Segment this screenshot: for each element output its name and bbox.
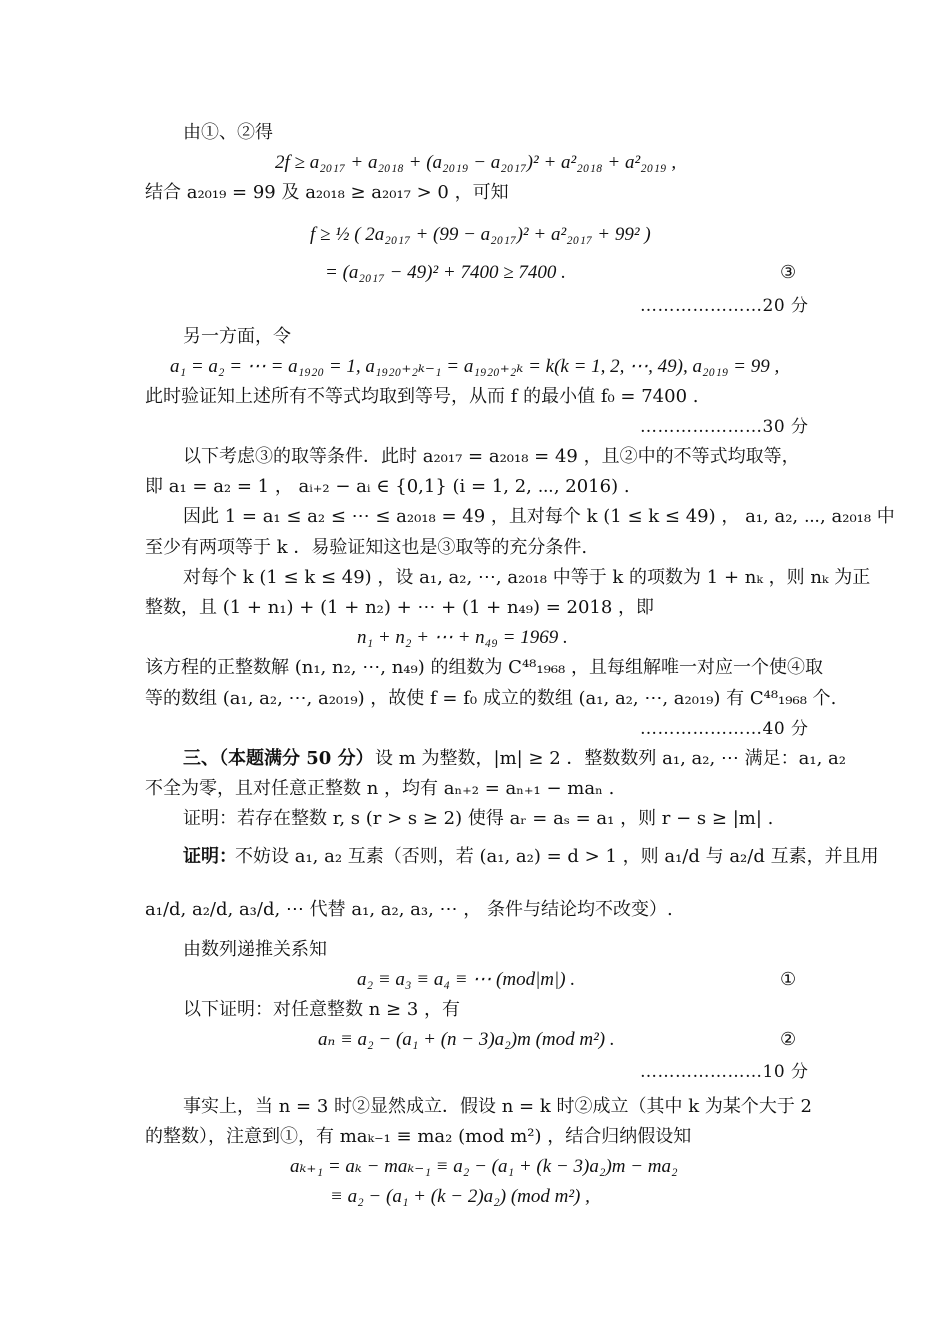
text-line	[0, 895, 950, 925]
line-text: a₂ ≡ a₃ ≡ a₄ ≡ ⋯ (mod|m|) .	[357, 969, 576, 990]
line-text: …………………10 分	[640, 1062, 809, 1082]
line-text: 2f ≥ a₂₀₁₇ + a₂₀₁₈ + (a₂₀₁₉ − a₂₀₁₇)² + a²₂₀₁₈ + a²₂₀₁₉ ,	[275, 152, 677, 173]
text-line	[0, 593, 950, 623]
line-text: …………………40 分	[640, 719, 809, 739]
line-text: …………………20 分	[640, 296, 809, 316]
line-text: 整数，且 (1 + n₁) + (1 + n₂) + ⋯ + (1 + n₄₉) = 2018 ，即	[145, 597, 655, 618]
line-text: 即 a₁ = a₂ = 1 ， aᵢ₊₂ − aᵢ ∈ {0,1} (i = 1, 2, ⋯, 2016) .	[145, 476, 630, 497]
line-text: 不全为零，且对任意正整数 n ，均有 aₙ₊₂ = aₙ₊₁ − maₙ .	[145, 778, 615, 799]
text-line	[0, 148, 950, 178]
text-line	[0, 220, 950, 250]
line-text: 此时验证知上述所有不等式均取到等号，从而 f 的最小值 f₀ = 7400 .	[145, 386, 699, 407]
line-text: ③	[780, 262, 797, 283]
line-text: aₖ₊₁ = aₖ − maₖ₋₁ ≡ a₂ − (a₁ + (k − 3)a₂)m − ma₂	[290, 1156, 678, 1177]
text-line	[0, 1025, 950, 1055]
line-text: 该方程的正整数解 (n₁, n₂, ⋯, n₄₉) 的组数为 C⁴⁸₁₉₆₈ ，且每组解唯一对应一个使④取	[145, 657, 823, 678]
text-line	[0, 502, 950, 532]
text-line	[0, 995, 950, 1025]
line-text: 三、（本题满分 50 分）	[183, 748, 374, 769]
line-text: f ≥ ½ ( 2a₂₀₁₇ + (99 − a₂₀₁₇)² + a²₂₀₁₇ + 99² )	[310, 224, 651, 245]
text-line	[0, 774, 950, 804]
text-line	[0, 714, 950, 744]
line-text: …………………30 分	[640, 417, 809, 437]
text-line	[0, 623, 950, 653]
line-text: 因此 1 = a₁ ≤ a₂ ≤ ⋯ ≤ a₂₀₁₈ = 49 ，且对每个 k (1 ≤ k ≤ 49) ， a₁, a₂, ⋯, a₂₀₁₈ 中	[183, 506, 895, 527]
line-text: aₙ ≡ a₂ − (a₁ + (n − 3)a₂)m (mod m²) .	[318, 1029, 615, 1050]
line-text: 的整数），注意到①，有 maₖ₋₁ ≡ ma₂ (mod m²) ，结合归纳假设知	[145, 1126, 692, 1147]
line-text: 事实上，当 n = 3 时②显然成立．假设 n = k 时②成立（其中 k 为某个大于 2	[183, 1096, 813, 1117]
text-line	[0, 935, 950, 965]
line-text: a₁ = a₂ = ⋯ = a₁₉₂₀ = 1, a₁₉₂₀₊₂ₖ₋₁ = a₁₉₂₀₊₂ₖ = k(k = 1, 2, ⋯, 49), a₂₀₁₉ = 99 ,	[170, 356, 780, 377]
line-text: 至少有两项等于 k ．易验证知这也是③取等的充分条件.	[145, 537, 588, 558]
line-text: 对每个 k (1 ≤ k ≤ 49) ，设 a₁, a₂, ⋯, a₂₀₁₈ 中等于 k 的项数为 1 + nₖ ，则 nₖ 为正	[183, 567, 871, 588]
line-text: 由数列递推关系知	[183, 939, 327, 960]
line-text: a₁/d, a₂/d, a₃/d, ⋯ 代替 a₁, a₂, a₃, ⋯ ， 条件与结论均不改变）.	[145, 899, 673, 920]
line-text: 以下考虑③的取等条件．此时 a₂₀₁₇ = a₂₀₁₈ = 49 ，且②中的不等式均取等，	[183, 446, 800, 467]
text-line	[0, 965, 950, 995]
text-line	[0, 804, 950, 834]
text-line	[0, 1092, 950, 1122]
text-line	[0, 178, 950, 208]
text-line	[0, 563, 950, 593]
text-line	[0, 842, 950, 872]
text-line	[0, 1057, 950, 1087]
line-text: 结合 a₂₀₁₉ = 99 及 a₂₀₁₈ ≥ a₂₀₁₇ > 0 ，可知	[145, 182, 509, 203]
line-text: 设 m 为整数，|m| ≥ 2 ．整数数列 a₁, a₂, ⋯ 满足：a₁, a₂	[375, 748, 846, 769]
line-text: 证明：	[183, 846, 237, 867]
text-line	[0, 684, 950, 714]
line-text: ②	[780, 1029, 797, 1050]
line-text: 以下证明：对任意整数 n ≥ 3 ，有	[183, 999, 461, 1020]
line-text: 另一方面，令	[183, 326, 291, 347]
text-line	[0, 744, 950, 774]
text-line	[0, 653, 950, 683]
text-line	[0, 1182, 950, 1212]
text-line	[0, 533, 950, 563]
text-line	[0, 442, 950, 472]
line-text: 证明：若存在整数 r, s (r > s ≥ 2) 使得 aᵣ = aₛ = a₁ ，则 r − s ≥ |m| .	[183, 808, 774, 829]
text-line	[0, 1152, 950, 1182]
text-line	[0, 322, 950, 352]
line-text: 不妨设 a₁, a₂ 互素（否则，若 (a₁, a₂) = d > 1 ，则 a₁/d 与 a₂/d 互素，并且用	[235, 846, 879, 867]
text-line	[0, 291, 950, 321]
text-line	[0, 118, 950, 148]
text-line	[0, 258, 950, 288]
line-text: ①	[780, 969, 797, 990]
text-line	[0, 472, 950, 502]
line-text: 由①、②得	[183, 122, 273, 143]
line-text: ≡ a₂ − (a₁ + (k − 2)a₂) (mod m²) ,	[330, 1186, 590, 1207]
line-text: n₁ + n₂ + ⋯ + n₄₉ = 1969 .	[357, 627, 568, 648]
line-text: 等的数组 (a₁, a₂, ⋯, a₂₀₁₉) ，故使 f = f₀ 成立的数组 (a₁, a₂, ⋯, a₂₀₁₉) 有 C⁴⁸₁₉₆₈ 个.	[145, 688, 837, 709]
text-line	[0, 412, 950, 442]
line-text: = (a₂₀₁₇ − 49)² + 7400 ≥ 7400 .	[325, 262, 566, 283]
text-line	[0, 382, 950, 412]
text-line	[0, 1122, 950, 1152]
text-line	[0, 352, 950, 382]
